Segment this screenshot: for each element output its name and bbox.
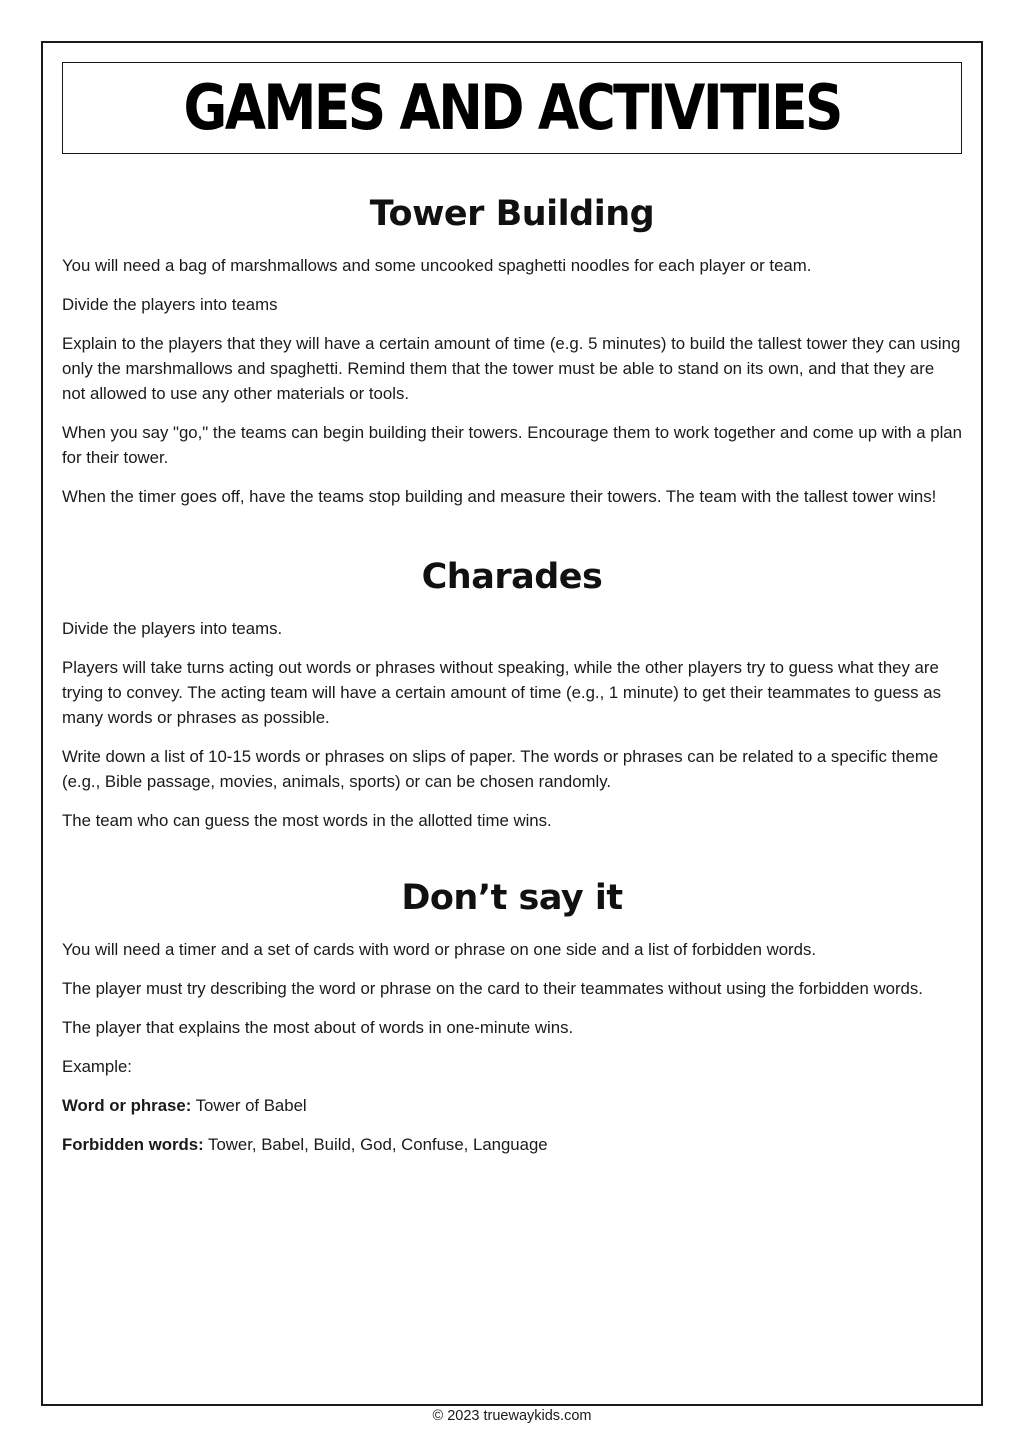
content-area bbox=[62, 183, 962, 1171]
section-heading-tower-building: Tower Building bbox=[369, 194, 655, 234]
paragraph: Players will take turns acting out words or phrases without speaking, while the other players try to guess what they are trying to convey. The acting team will have a certain amount of time (e.g., 1 minute) to get their teammates to guess as many words or phrases as possible. bbox=[62, 658, 941, 727]
title-box bbox=[62, 62, 962, 154]
word-value: Tower of Babel bbox=[191, 1096, 307, 1115]
paragraph: The team who can guess the most words in the allotted time wins. bbox=[62, 811, 552, 830]
forbidden-label: Forbidden words: bbox=[62, 1135, 204, 1154]
example-forbidden-line bbox=[62, 1132, 962, 1157]
copyright-footer: © 2023 truewaykids.com bbox=[432, 1408, 592, 1424]
page-border bbox=[41, 41, 983, 1406]
forbidden-value: Tower, Babel, Build, God, Confuse, Language bbox=[203, 1135, 548, 1154]
paragraph: Write down a list of 10-15 words or phrases on slips of paper. The words or phrases can be related to a specific theme (e.g., Bible passage, movies, animals, sports) or can be chosen randomly. bbox=[62, 747, 939, 791]
example-word-line bbox=[62, 1093, 962, 1118]
paragraph: When you say "go," the teams can begin building their towers. Encourage them to work together and come up with a plan for their tower. bbox=[62, 423, 962, 467]
paragraph: The player that explains the most about of words in one-minute wins. bbox=[62, 1018, 574, 1037]
paragraph: When the timer goes off, have the teams stop building and measure their towers. The team with the tallest tower wins! bbox=[62, 487, 937, 506]
paragraph: The player must try describing the word or phrase on the card to their teammates without using the forbidden words. bbox=[62, 979, 923, 998]
paragraph: Example: bbox=[62, 1057, 132, 1076]
paragraph: You will need a timer and a set of cards with word or phrase on one side and a list of forbidden words. bbox=[62, 940, 817, 959]
page-title: GAMES AND ACTIVITIES bbox=[183, 71, 841, 144]
section-tower-building bbox=[62, 193, 962, 509]
section-heading-dont-say-it: Don’t say it bbox=[401, 878, 623, 918]
word-label: Word or phrase: bbox=[62, 1096, 192, 1115]
paragraph: Divide the players into teams. bbox=[62, 619, 283, 638]
paragraph: You will need a bag of marshmallows and some uncooked spaghetti noodles for each player or team. bbox=[62, 256, 812, 275]
section-heading-charades: Charades bbox=[421, 557, 603, 597]
section-dont-say-it bbox=[62, 877, 962, 1157]
paragraph: Divide the players into teams bbox=[62, 295, 278, 314]
paragraph: Explain to the players that they will have a certain amount of time (e.g. 5 minutes) to build the tallest tower they can using only the marshmallows and spaghetti. Remind them that the tower must be able to stand on its own, and that they are not allowed to use any other materials or tools. bbox=[62, 334, 961, 403]
section-charades bbox=[62, 556, 962, 833]
